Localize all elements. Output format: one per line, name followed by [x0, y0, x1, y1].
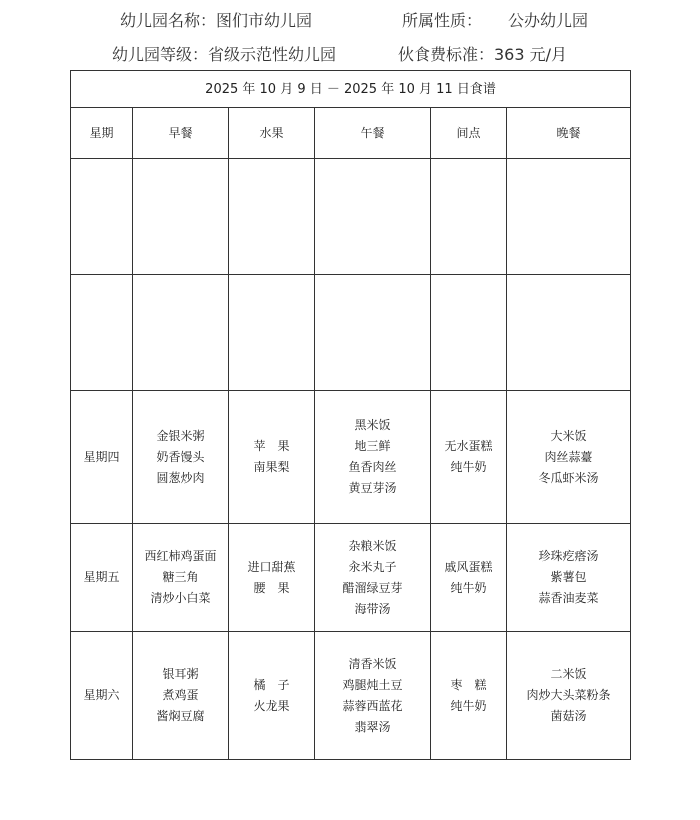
fruit-cell — [229, 391, 315, 524]
menu-item: 苹 果 — [253, 439, 290, 453]
menu-item: 无水蛋糕 — [444, 439, 493, 453]
column-header-row — [71, 108, 631, 159]
menu-item: 西红柿鸡蛋面 — [144, 549, 217, 563]
lunch-cell — [315, 391, 431, 524]
menu-item: 蒜香油麦菜 — [538, 591, 599, 605]
menu-item: 翡翠汤 — [354, 719, 391, 734]
menu-title: 2025 年 10 月 9 日 － 2025 年 10 月 11 日食谱 — [71, 71, 631, 108]
empty-cell — [431, 159, 507, 275]
breakfast-cell — [133, 524, 229, 632]
menu-row-friday — [71, 524, 631, 632]
menu-item: 鸡腿炖土豆 — [342, 677, 403, 692]
empty-cell — [507, 275, 631, 391]
breakfast-cell — [133, 391, 229, 524]
kindergarten-name: 幼儿园名称：图们市幼儿园 — [120, 11, 313, 30]
menu-item: 清炒小白菜 — [150, 591, 211, 605]
nature-label: 所属性质： — [402, 11, 483, 30]
empty-cell — [71, 159, 133, 275]
menu-item: 腰 果 — [253, 580, 290, 595]
column-header-lunch: 午餐 — [315, 108, 431, 159]
menu-item: 枣 糕 — [450, 677, 487, 692]
menu-row-saturday — [71, 632, 631, 760]
menu-item: 醋溜绿豆芽 — [342, 580, 403, 595]
menu-item: 杂粮米饭 — [348, 538, 397, 553]
menu-item: 纯牛奶 — [450, 698, 487, 713]
fruit-cell — [229, 632, 315, 760]
menu-item: 蒜蓉西蓝花 — [342, 698, 403, 713]
menu-item: 奶香馒头 — [156, 449, 205, 464]
meal-fee: 伙食费标准：363 元/月 — [398, 45, 568, 64]
empty-cell — [71, 275, 133, 391]
menu-row-thursday — [71, 391, 631, 524]
column-header-snack: 间点 — [431, 108, 507, 159]
empty-cell — [507, 159, 631, 275]
menu-item: 银耳粥 — [162, 667, 199, 681]
dinner-cell — [507, 632, 631, 760]
column-header-breakfast: 早餐 — [133, 108, 229, 159]
menu-item: 进口甜蕉 — [247, 559, 296, 574]
menu-item: 冬瓜虾米汤 — [538, 470, 599, 485]
menu-item: 紫薯包 — [550, 570, 587, 584]
menu-item: 煮鸡蛋 — [162, 688, 199, 702]
menu-item: 肉丝蒜薹 — [544, 449, 593, 464]
lunch-cell — [315, 632, 431, 760]
empty-cell — [431, 275, 507, 391]
menu-item: 纯牛奶 — [450, 460, 487, 474]
menu-title-row — [71, 71, 631, 108]
column-header-day: 星期 — [71, 108, 133, 159]
menu-item: 金银米粥 — [156, 428, 205, 443]
dinner-cell — [507, 524, 631, 632]
day-cell: 星期五 — [71, 524, 133, 632]
empty-cell — [315, 275, 431, 391]
menu-item: 汆米丸子 — [348, 559, 397, 574]
dinner-cell — [507, 391, 631, 524]
column-header-dinner: 晚餐 — [507, 108, 631, 159]
snack-cell — [431, 391, 507, 524]
menu-item: 南果梨 — [253, 460, 290, 474]
menu-item: 大米饭 — [550, 428, 587, 443]
menu-item: 地三鲜 — [354, 439, 391, 453]
empty-row — [71, 159, 631, 275]
empty-cell — [229, 159, 315, 275]
menu-item: 纯牛奶 — [450, 580, 487, 595]
menu-item: 珍珠疙瘩汤 — [538, 549, 599, 563]
snack-cell — [431, 632, 507, 760]
menu-item: 黑米饭 — [354, 418, 391, 432]
column-header-fruit: 水果 — [229, 108, 315, 159]
menu-item: 火龙果 — [253, 698, 290, 713]
breakfast-cell — [133, 632, 229, 760]
empty-cell — [229, 275, 315, 391]
menu-item: 二米饭 — [550, 667, 587, 681]
menu-item: 糖三角 — [162, 570, 199, 584]
menu-item: 菌菇汤 — [550, 709, 587, 723]
menu-item: 橘 子 — [253, 677, 290, 692]
empty-cell — [133, 275, 229, 391]
empty-cell — [133, 159, 229, 275]
menu-item: 圆葱炒肉 — [156, 470, 205, 485]
snack-cell — [431, 524, 507, 632]
kindergarten-level: 幼儿园等级：省级示范性幼儿园 — [112, 45, 337, 64]
menu-item: 鱼香肉丝 — [348, 460, 397, 474]
empty-row — [71, 275, 631, 391]
menu-item: 黄豆芽汤 — [348, 481, 397, 495]
menu-item: 酱焖豆腐 — [156, 709, 205, 723]
fruit-cell — [229, 524, 315, 632]
day-cell: 星期六 — [71, 632, 133, 760]
menu-item: 海带汤 — [354, 601, 391, 616]
empty-cell — [315, 159, 431, 275]
menu-item: 清香米饭 — [348, 656, 397, 671]
weekly-menu-table — [70, 70, 631, 760]
menu-item: 肉炒大头菜粉条 — [526, 688, 611, 702]
day-cell: 星期四 — [71, 391, 133, 524]
menu-item: 戚风蛋糕 — [444, 559, 493, 574]
lunch-cell — [315, 524, 431, 632]
nature-value: 公办幼儿园 — [508, 11, 589, 30]
